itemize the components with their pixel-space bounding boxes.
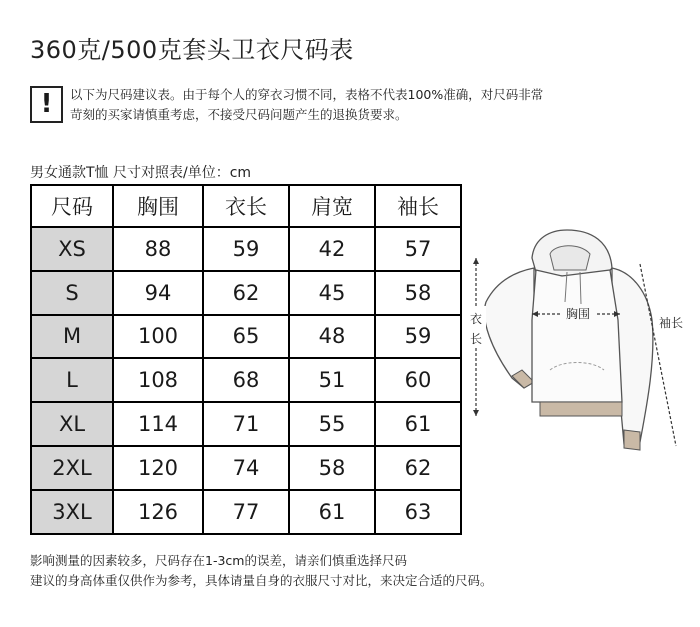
- size-cell: L: [31, 358, 113, 402]
- chest-label: 胸围: [566, 307, 591, 321]
- chest-cell: 94: [113, 271, 203, 315]
- table-row: [31, 490, 461, 534]
- table-row: [31, 271, 461, 315]
- header-cell-length: 衣长: [203, 185, 289, 227]
- table-caption: 男女通款T恤 尺寸对照表/单位：cm: [30, 165, 252, 181]
- table-header-row: [31, 185, 461, 227]
- length-cell: 68: [203, 358, 289, 402]
- length-label-top: 衣: [470, 312, 483, 326]
- table-row: [31, 402, 461, 446]
- length-cell: 74: [203, 446, 289, 490]
- sleeve-cell: 58: [375, 271, 461, 315]
- notice-line-1: 以下为尺码建议表。由于每个人的穿衣习惯不同，表格不代表100%准确，对尺码非常: [70, 87, 544, 102]
- sleeve-cell: 63: [375, 490, 461, 534]
- sleeve-label: 袖长: [659, 316, 684, 330]
- sleeve-cell: 60: [375, 358, 461, 402]
- length-cell: 59: [203, 227, 289, 271]
- notice-text: [70, 85, 670, 125]
- hoodie-icon: [462, 210, 684, 465]
- shoulder-cell: 42: [289, 227, 375, 271]
- chest-cell: 88: [113, 227, 203, 271]
- length-cell: 71: [203, 402, 289, 446]
- length-label-bottom: 长: [470, 332, 483, 346]
- shoulder-cell: 58: [289, 446, 375, 490]
- size-cell: S: [31, 271, 113, 315]
- shoulder-cell: 51: [289, 358, 375, 402]
- exclamation-icon: !: [30, 86, 63, 123]
- notice-line-2: 苛刻的买家请慎重考虑，不接受尺码问题产生的退换货要求。: [70, 107, 408, 122]
- size-table: [30, 184, 462, 535]
- sleeve-cell: 62: [375, 446, 461, 490]
- size-cell: M: [31, 315, 113, 359]
- chest-cell: 108: [113, 358, 203, 402]
- header-cell-shoulder: 肩宽: [289, 185, 375, 227]
- size-cell: 2XL: [31, 446, 113, 490]
- page-title: 360克/500克套头卫衣尺码表: [30, 36, 354, 64]
- chest-cell: 114: [113, 402, 203, 446]
- shoulder-cell: 48: [289, 315, 375, 359]
- length-cell: 65: [203, 315, 289, 359]
- chest-cell: 120: [113, 446, 203, 490]
- table-row: [31, 358, 461, 402]
- footer-line-2: 建议的身高体重仅供作为参考，具体请量自身的衣服尺寸对比，来决定合适的尺码。: [30, 573, 493, 588]
- shoulder-cell: 45: [289, 271, 375, 315]
- chest-cell: 100: [113, 315, 203, 359]
- shoulder-cell: 61: [289, 490, 375, 534]
- sleeve-cell: 59: [375, 315, 461, 359]
- sleeve-cell: 57: [375, 227, 461, 271]
- header-cell-sleeve: 袖长: [375, 185, 461, 227]
- size-cell: XL: [31, 402, 113, 446]
- length-cell: 62: [203, 271, 289, 315]
- chest-cell: 126: [113, 490, 203, 534]
- shoulder-cell: 55: [289, 402, 375, 446]
- size-cell: 3XL: [31, 490, 113, 534]
- footer-notes: [30, 551, 670, 591]
- header-cell-size: 尺码: [31, 185, 113, 227]
- size-cell: XS: [31, 227, 113, 271]
- footer-line-1: 影响测量的因素较多，尺码存在1-3cm的误差，请亲们慎重选择尺码: [30, 553, 407, 568]
- header-cell-chest: 胸围: [113, 185, 203, 227]
- table-row: [31, 446, 461, 490]
- table-row: [31, 315, 461, 359]
- sleeve-cell: 61: [375, 402, 461, 446]
- length-cell: 77: [203, 490, 289, 534]
- table-row: [31, 227, 461, 271]
